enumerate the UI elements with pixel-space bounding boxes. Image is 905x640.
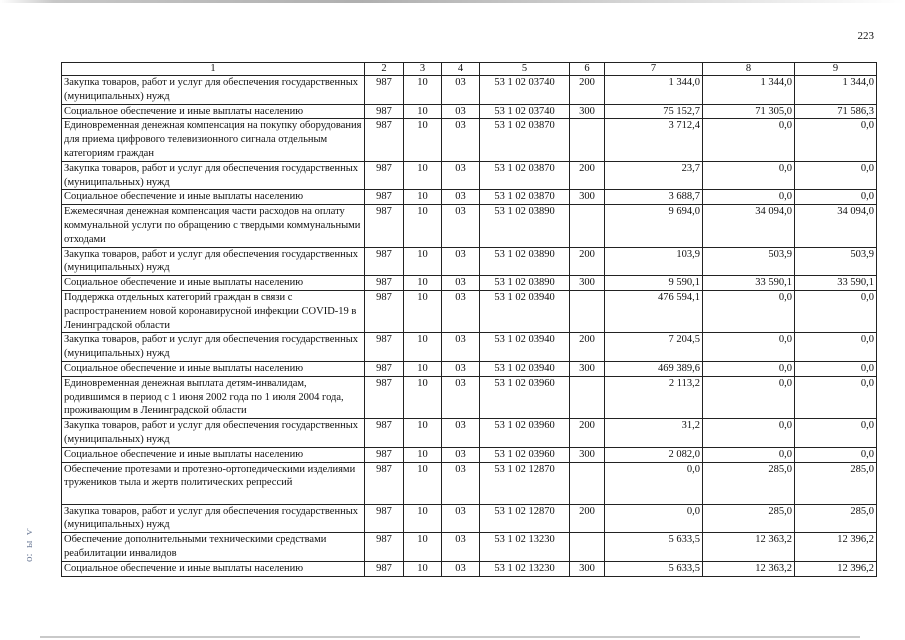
- cell-section: 10: [404, 376, 442, 418]
- cell-amount-year3: 0,0: [795, 419, 877, 448]
- cell-name: Закупка товаров, работ и услуг для обеспечения государственных (муниципальных) нужд: [62, 76, 365, 105]
- table-row: [62, 504, 877, 533]
- table-row: [62, 447, 877, 462]
- table-row: [62, 290, 877, 332]
- cell-amount-year2: 12 363,2: [703, 533, 795, 562]
- table-body: [62, 76, 877, 577]
- column-header: 6: [570, 63, 605, 76]
- cell-section: 10: [404, 247, 442, 276]
- cell-amount-year1: 469 389,6: [605, 361, 703, 376]
- cell-name: Ежемесячная денежная компенсация части расходов на оплату коммунальной услуги по обращению с твердыми коммунальными отходами: [62, 205, 365, 247]
- table-row: [62, 190, 877, 205]
- cell-amount-year3: 34 094,0: [795, 205, 877, 247]
- cell-expense-type: 300: [570, 276, 605, 291]
- cell-section: 10: [404, 447, 442, 462]
- cell-admin-code: 987: [365, 361, 404, 376]
- cell-amount-year1: 1 344,0: [605, 76, 703, 105]
- cell-amount-year2: 0,0: [703, 376, 795, 418]
- cell-admin-code: 987: [365, 447, 404, 462]
- cell-amount-year2: 0,0: [703, 361, 795, 376]
- cell-subsection: 03: [442, 361, 480, 376]
- column-header: 5: [480, 63, 570, 76]
- cell-target-article: 53 1 02 03940: [480, 361, 570, 376]
- cell-section: 10: [404, 205, 442, 247]
- cell-amount-year3: 71 586,3: [795, 104, 877, 119]
- cell-amount-year2: 33 590,1: [703, 276, 795, 291]
- cell-amount-year3: 0,0: [795, 447, 877, 462]
- cell-amount-year1: 3 688,7: [605, 190, 703, 205]
- cell-expense-type: 200: [570, 76, 605, 105]
- cell-section: 10: [404, 419, 442, 448]
- cell-subsection: 03: [442, 561, 480, 576]
- cell-section: 10: [404, 504, 442, 533]
- cell-amount-year2: 0,0: [703, 190, 795, 205]
- cell-amount-year1: 5 633,5: [605, 533, 703, 562]
- cell-amount-year1: 9 590,1: [605, 276, 703, 291]
- cell-section: 10: [404, 533, 442, 562]
- cell-amount-year3: 0,0: [795, 361, 877, 376]
- cell-target-article: 53 1 02 03870: [480, 190, 570, 205]
- cell-subsection: 03: [442, 419, 480, 448]
- cell-amount-year2: 1 344,0: [703, 76, 795, 105]
- cell-expense-type: 200: [570, 161, 605, 190]
- cell-expense-type: [570, 462, 605, 504]
- cell-name: Социальное обеспечение и иные выплаты населению: [62, 276, 365, 291]
- cell-target-article: 53 1 02 13230: [480, 561, 570, 576]
- cell-amount-year2: 285,0: [703, 462, 795, 504]
- column-header: 9: [795, 63, 877, 76]
- cell-section: 10: [404, 290, 442, 332]
- cell-admin-code: 987: [365, 561, 404, 576]
- cell-amount-year1: 5 633,5: [605, 561, 703, 576]
- cell-expense-type: 300: [570, 104, 605, 119]
- cell-section: 10: [404, 190, 442, 205]
- cell-amount-year3: 285,0: [795, 504, 877, 533]
- cell-target-article: 53 1 02 03940: [480, 333, 570, 362]
- cell-admin-code: 987: [365, 104, 404, 119]
- cell-admin-code: 987: [365, 161, 404, 190]
- cell-expense-type: 200: [570, 247, 605, 276]
- cell-admin-code: 987: [365, 190, 404, 205]
- cell-expense-type: 200: [570, 504, 605, 533]
- table-row: [62, 333, 877, 362]
- cell-amount-year1: 3 712,4: [605, 119, 703, 161]
- cell-admin-code: 987: [365, 376, 404, 418]
- cell-name: Закупка товаров, работ и услуг для обеспечения государственных (муниципальных) нужд: [62, 419, 365, 448]
- cell-admin-code: 987: [365, 462, 404, 504]
- cell-amount-year1: 2 082,0: [605, 447, 703, 462]
- page-number: 223: [857, 30, 874, 42]
- cell-expense-type: 300: [570, 447, 605, 462]
- cell-target-article: 53 1 02 12870: [480, 504, 570, 533]
- cell-amount-year2: 0,0: [703, 119, 795, 161]
- cell-subsection: 03: [442, 290, 480, 332]
- table-row: [62, 276, 877, 291]
- cell-amount-year3: 0,0: [795, 190, 877, 205]
- cell-amount-year1: 31,2: [605, 419, 703, 448]
- cell-name: Закупка товаров, работ и услуг для обеспечения государственных (муниципальных) нужд: [62, 504, 365, 533]
- cell-expense-type: 200: [570, 333, 605, 362]
- cell-name: Поддержка отдельных категорий граждан в связи с распространением новой коронавирусной инфекции COVID-19 в Ленинградской области: [62, 290, 365, 332]
- cell-name: Закупка товаров, работ и услуг для обеспечения государственных (муниципальных) нужд: [62, 161, 365, 190]
- cell-amount-year1: 103,9: [605, 247, 703, 276]
- cell-amount-year3: 33 590,1: [795, 276, 877, 291]
- cell-name: Обеспечение протезами и протезно-ортопедическими изделиями тружеников тыла и жертв политических репрессий: [62, 462, 365, 504]
- cell-subsection: 03: [442, 119, 480, 161]
- cell-target-article: 53 1 02 13230: [480, 533, 570, 562]
- cell-subsection: 03: [442, 247, 480, 276]
- cell-amount-year3: 0,0: [795, 376, 877, 418]
- table-row: [62, 561, 877, 576]
- cell-amount-year3: 285,0: [795, 462, 877, 504]
- cell-amount-year2: 71 305,0: [703, 104, 795, 119]
- cell-section: 10: [404, 462, 442, 504]
- cell-amount-year2: 285,0: [703, 504, 795, 533]
- cell-amount-year3: 0,0: [795, 290, 877, 332]
- cell-admin-code: 987: [365, 76, 404, 105]
- table-row: [62, 205, 877, 247]
- table-row: [62, 247, 877, 276]
- cell-amount-year3: 0,0: [795, 119, 877, 161]
- cell-expense-type: [570, 533, 605, 562]
- cell-name: Социальное обеспечение и иные выплаты населению: [62, 361, 365, 376]
- cell-subsection: 03: [442, 205, 480, 247]
- cell-amount-year1: 0,0: [605, 504, 703, 533]
- cell-amount-year2: 34 094,0: [703, 205, 795, 247]
- cell-admin-code: 987: [365, 247, 404, 276]
- cell-section: 10: [404, 333, 442, 362]
- cell-name: Социальное обеспечение и иные выплаты населению: [62, 104, 365, 119]
- cell-target-article: 53 1 02 03870: [480, 161, 570, 190]
- cell-section: 10: [404, 104, 442, 119]
- table-header-row: [62, 63, 877, 76]
- cell-expense-type: 300: [570, 190, 605, 205]
- cell-name: Закупка товаров, работ и услуг для обеспечения государственных (муниципальных) нужд: [62, 247, 365, 276]
- budget-table: [61, 62, 877, 577]
- cell-amount-year3: 12 396,2: [795, 561, 877, 576]
- cell-subsection: 03: [442, 504, 480, 533]
- cell-expense-type: [570, 376, 605, 418]
- cell-name: Единовременная денежная выплата детям-инвалидам, родившимся в период с 1 июня 2002 года по 1 июля 2004 года, проживающим в Ленинградской области: [62, 376, 365, 418]
- cell-subsection: 03: [442, 190, 480, 205]
- cell-amount-year3: 0,0: [795, 161, 877, 190]
- cell-amount-year1: 9 694,0: [605, 205, 703, 247]
- cell-name: Единовременная денежная компенсация на покупку оборудования для приема цифрового телевизионного сигнала отдельным категориям граждан: [62, 119, 365, 161]
- scan-bottom-edge: [40, 636, 860, 638]
- cell-amount-year2: 503,9: [703, 247, 795, 276]
- cell-section: 10: [404, 361, 442, 376]
- cell-admin-code: 987: [365, 290, 404, 332]
- cell-expense-type: [570, 205, 605, 247]
- cell-expense-type: [570, 119, 605, 161]
- cell-amount-year1: 0,0: [605, 462, 703, 504]
- cell-target-article: 53 1 02 03890: [480, 247, 570, 276]
- cell-amount-year3: 0,0: [795, 333, 877, 362]
- cell-amount-year2: 0,0: [703, 333, 795, 362]
- cell-subsection: 03: [442, 462, 480, 504]
- cell-amount-year2: 0,0: [703, 290, 795, 332]
- cell-expense-type: 300: [570, 561, 605, 576]
- cell-expense-type: 200: [570, 419, 605, 448]
- table-row: [62, 419, 877, 448]
- cell-subsection: 03: [442, 376, 480, 418]
- margin-stamp-icon: о: ы ѵ: [23, 528, 35, 562]
- cell-name: Социальное обеспечение и иные выплаты населению: [62, 447, 365, 462]
- cell-section: 10: [404, 119, 442, 161]
- column-header: 3: [404, 63, 442, 76]
- cell-section: 10: [404, 161, 442, 190]
- column-header: 4: [442, 63, 480, 76]
- cell-subsection: 03: [442, 161, 480, 190]
- cell-target-article: 53 1 02 03740: [480, 76, 570, 105]
- cell-expense-type: 300: [570, 361, 605, 376]
- cell-section: 10: [404, 561, 442, 576]
- cell-target-article: 53 1 02 03960: [480, 419, 570, 448]
- cell-target-article: 53 1 02 03960: [480, 447, 570, 462]
- cell-amount-year3: 1 344,0: [795, 76, 877, 105]
- cell-amount-year1: 476 594,1: [605, 290, 703, 332]
- cell-amount-year1: 2 113,2: [605, 376, 703, 418]
- cell-admin-code: 987: [365, 276, 404, 291]
- cell-amount-year2: 12 363,2: [703, 561, 795, 576]
- column-header: 7: [605, 63, 703, 76]
- cell-amount-year3: 503,9: [795, 247, 877, 276]
- cell-target-article: 53 1 02 03870: [480, 119, 570, 161]
- cell-name: Закупка товаров, работ и услуг для обеспечения государственных (муниципальных) нужд: [62, 333, 365, 362]
- cell-admin-code: 987: [365, 119, 404, 161]
- table-row: [62, 119, 877, 161]
- column-header: 1: [62, 63, 365, 76]
- cell-subsection: 03: [442, 533, 480, 562]
- cell-expense-type: [570, 290, 605, 332]
- cell-name: Социальное обеспечение и иные выплаты населению: [62, 561, 365, 576]
- cell-admin-code: 987: [365, 419, 404, 448]
- table-row: [62, 533, 877, 562]
- cell-admin-code: 987: [365, 504, 404, 533]
- cell-name: Обеспечение дополнительными техническими средствами реабилитации инвалидов: [62, 533, 365, 562]
- cell-subsection: 03: [442, 276, 480, 291]
- cell-target-article: 53 1 02 03740: [480, 104, 570, 119]
- table-row: [62, 161, 877, 190]
- cell-amount-year3: 12 396,2: [795, 533, 877, 562]
- cell-section: 10: [404, 276, 442, 291]
- cell-subsection: 03: [442, 104, 480, 119]
- cell-subsection: 03: [442, 447, 480, 462]
- cell-subsection: 03: [442, 76, 480, 105]
- table-row: [62, 361, 877, 376]
- cell-target-article: 53 1 02 03960: [480, 376, 570, 418]
- cell-target-article: 53 1 02 03890: [480, 276, 570, 291]
- cell-target-article: 53 1 02 12870: [480, 462, 570, 504]
- cell-admin-code: 987: [365, 205, 404, 247]
- table-row: [62, 104, 877, 119]
- cell-admin-code: 987: [365, 333, 404, 362]
- column-header: 8: [703, 63, 795, 76]
- column-header: 2: [365, 63, 404, 76]
- cell-amount-year2: 0,0: [703, 447, 795, 462]
- table-row: [62, 76, 877, 105]
- table-row: [62, 376, 877, 418]
- cell-amount-year1: 23,7: [605, 161, 703, 190]
- cell-amount-year1: 75 152,7: [605, 104, 703, 119]
- table-row: [62, 462, 877, 504]
- cell-target-article: 53 1 02 03940: [480, 290, 570, 332]
- cell-admin-code: 987: [365, 533, 404, 562]
- cell-amount-year2: 0,0: [703, 419, 795, 448]
- cell-name: Социальное обеспечение и иные выплаты населению: [62, 190, 365, 205]
- cell-subsection: 03: [442, 333, 480, 362]
- cell-target-article: 53 1 02 03890: [480, 205, 570, 247]
- scan-top-edge: [0, 0, 905, 3]
- cell-amount-year1: 7 204,5: [605, 333, 703, 362]
- cell-section: 10: [404, 76, 442, 105]
- cell-amount-year2: 0,0: [703, 161, 795, 190]
